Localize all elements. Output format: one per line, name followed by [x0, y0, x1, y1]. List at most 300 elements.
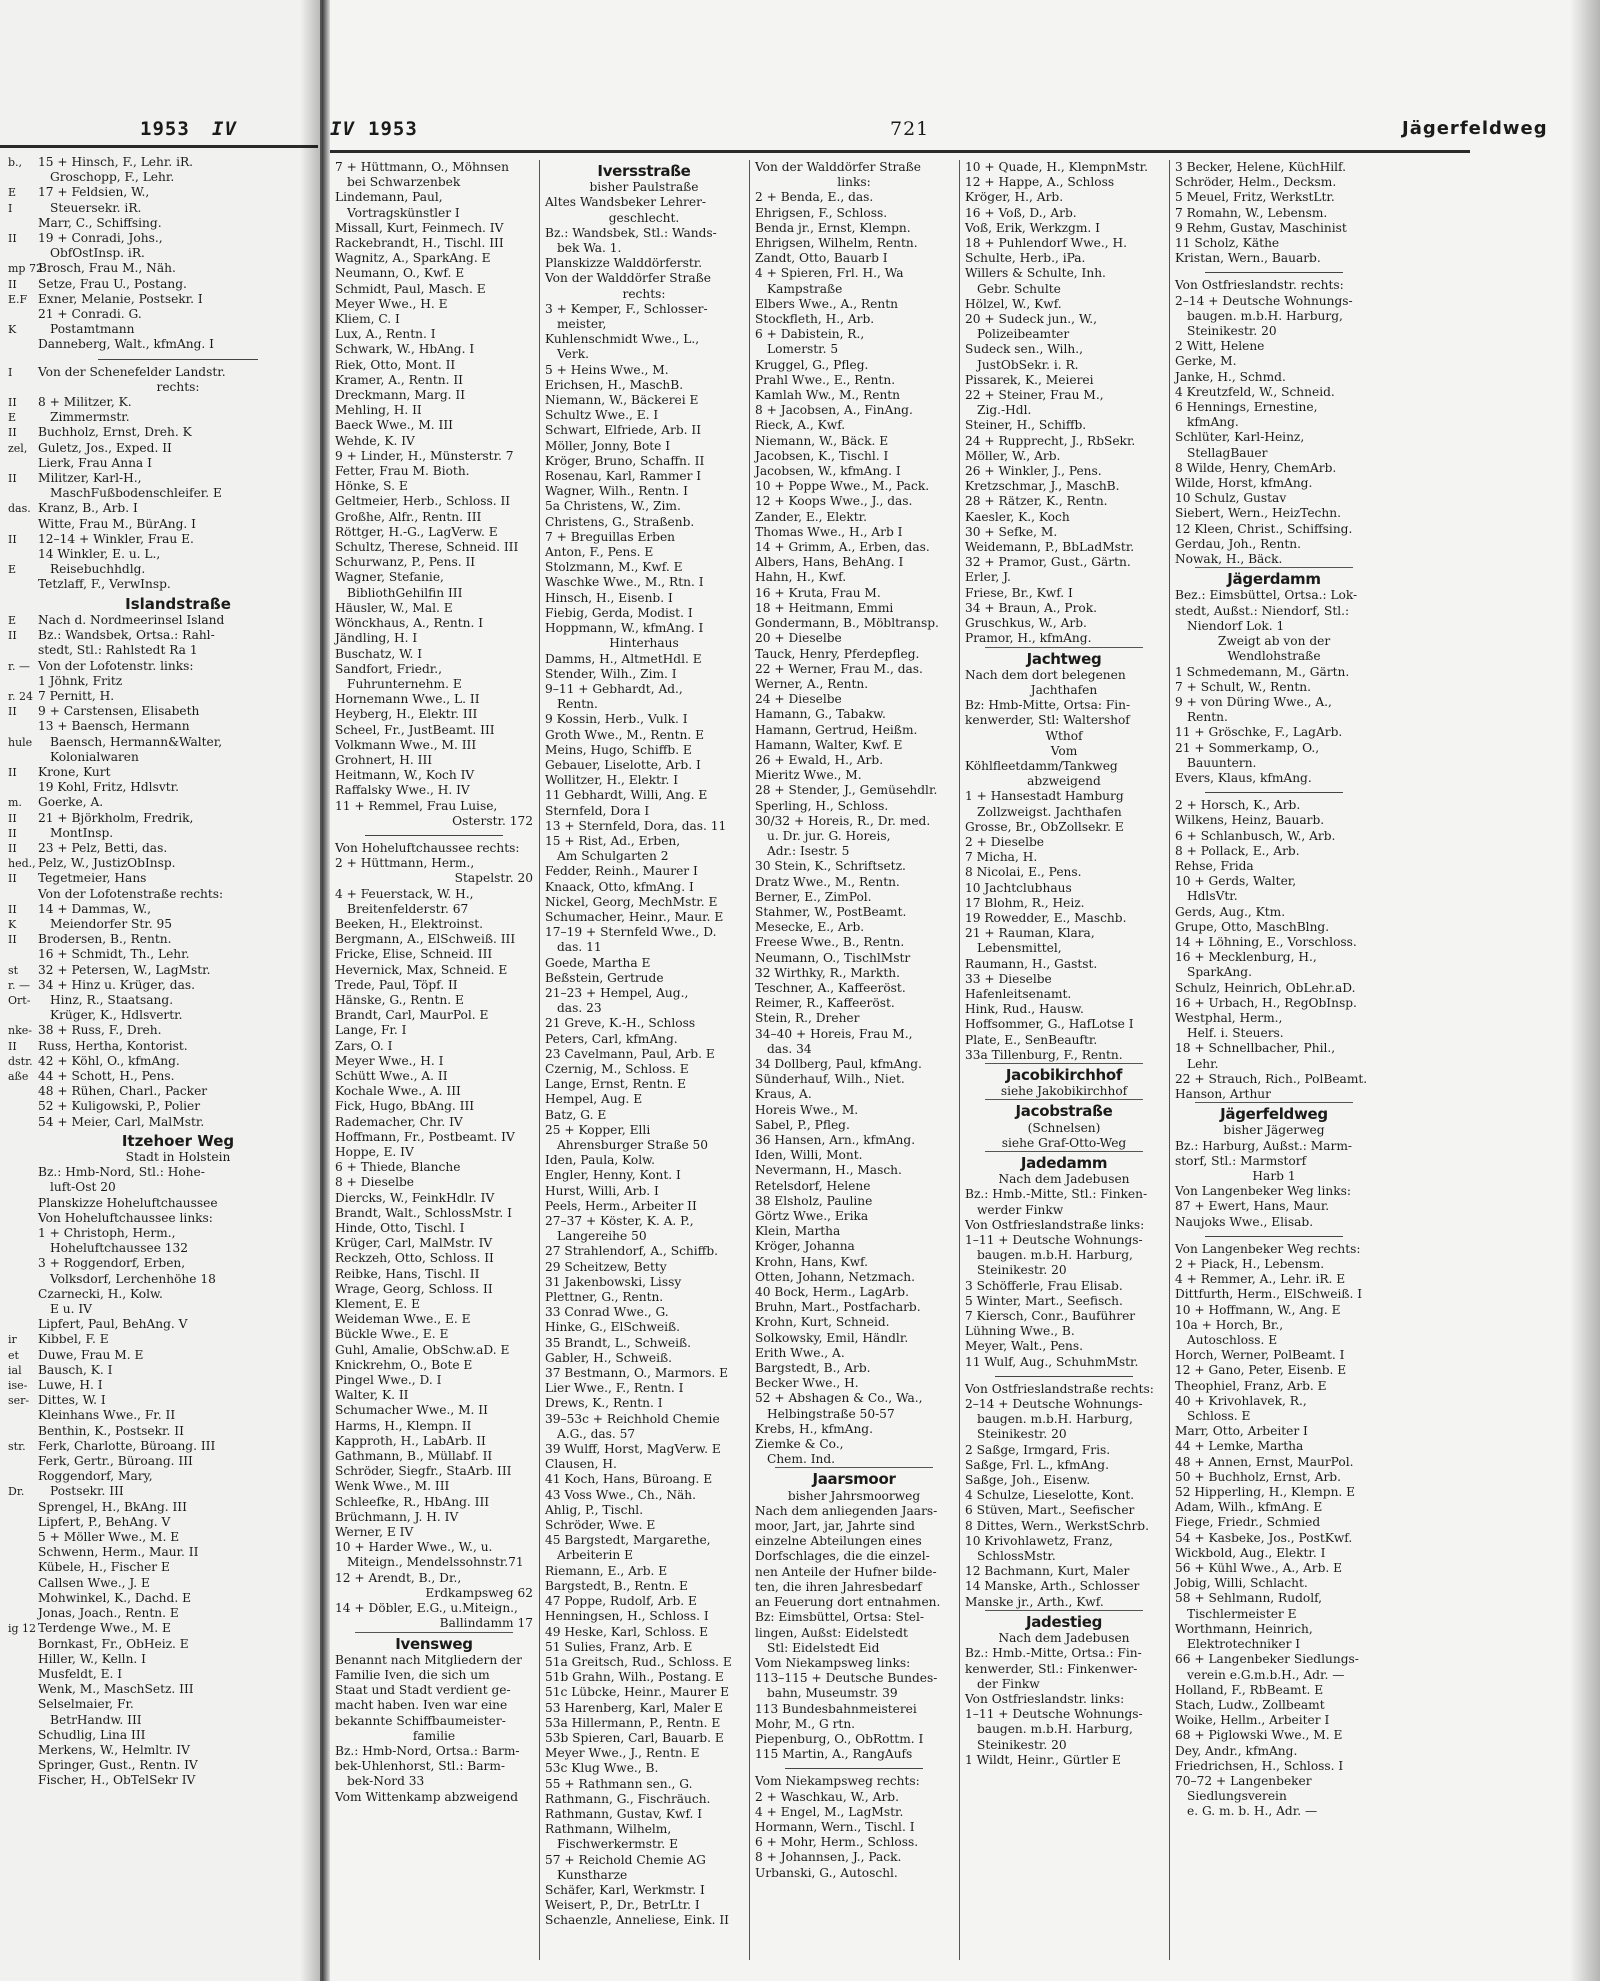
directory-entry: Elbers Wwe., A., Rentn [755, 296, 898, 311]
column-1 [335, 160, 533, 1805]
directory-entry: 10a + Horch, Br., [1175, 1317, 1284, 1332]
directory-entry [8, 577, 318, 592]
column-2 [545, 160, 743, 1929]
right-page [330, 0, 1600, 1981]
cropped-column-fragment: nke- [8, 1024, 32, 1038]
directory-entry: 40 Bock, Herm., LagArb. [755, 1285, 909, 1300]
directory-entry: Fiebig, Gerda, Modist. I [545, 605, 693, 620]
directory-entry: Vom Niekampsweg links: [755, 1655, 911, 1670]
cropped-column-fragment: b., [8, 156, 23, 169]
directory-entry: Friese, Br., Kwf. I [965, 585, 1073, 600]
cropped-column-fragment: r. 24 [8, 689, 34, 703]
directory-entry: Hänske, G., Rentn. E [335, 992, 464, 1007]
directory-entry: 35 Brandt, L., Schweiß. [545, 1335, 692, 1350]
directory-entry: Gathmann, B., Müllabf. II [335, 1449, 493, 1464]
directory-entry: Von Hoheluftchaussee rechts: [335, 840, 520, 855]
directory-entry: Harms, H., Klempn. II [335, 1418, 472, 1433]
directory-entry: Elektrotechniker I [1187, 1637, 1301, 1652]
directory-entry [8, 1743, 318, 1758]
street-heading: Ivensweg [395, 1634, 473, 1653]
directory-entry [8, 947, 318, 962]
directory-entry: Schloss. E [1187, 1409, 1251, 1424]
directory-entry: Fischwerkermstr. E [557, 1837, 679, 1852]
directory-entry: Möller, Jonny, Bote I [545, 438, 671, 453]
directory-entry: Scheel, Fr., JustBeamt. III [335, 722, 495, 737]
directory-entry: 51b Grahn, Wilh., Postang. E [545, 1670, 724, 1685]
directory-entry: Vom Niekampsweg rechts: [755, 1774, 920, 1789]
directory-entry: Prahl Wwe., E., Rentn. [755, 372, 896, 387]
directory-entry: Berner, E., ZimPol. [755, 889, 872, 904]
directory-entry [8, 1773, 318, 1788]
entry-text: 8 + Militzer, K. [38, 395, 132, 410]
directory-entry [8, 1439, 318, 1454]
column-separator [539, 160, 540, 1960]
directory-entry: Fick, Hugo, BbAng. III [335, 1099, 475, 1114]
cropped-column-fragment: I [8, 201, 13, 215]
directory-entry: Rentn. [1187, 710, 1228, 725]
directory-entry: Becker Wwe., H. [755, 1376, 859, 1391]
directory-entry [8, 887, 318, 902]
directory-entry [8, 1069, 318, 1084]
directory-entry [8, 613, 318, 628]
directory-entry: 7 Romahn, W., Lebensm. [1175, 205, 1328, 220]
directory-entry: Tauck, Henry, Pferdepfleg. [755, 646, 920, 661]
directory-entry: 16 + Kruta, Frau M. [755, 585, 881, 600]
directory-entry: Altes Wandsbeker Lehrer- [545, 195, 707, 210]
directory-entry [8, 1115, 318, 1130]
directory-entry: 24 + Dieselbe [755, 692, 842, 707]
entry-text: luft-Ost 20 [50, 1180, 116, 1195]
cropped-column-fragment: ser- [8, 1394, 30, 1408]
directory-entry: Weideman Wwe., E. E [335, 1312, 471, 1327]
directory-entry: Knickrehm, O., Bote E [335, 1357, 473, 1372]
directory-entry: 2 Witt, Helene [1175, 339, 1265, 354]
directory-entry [8, 486, 318, 501]
directory-entry [8, 155, 318, 170]
entry-text: Czarnecki, H., Kolw. [38, 1286, 163, 1301]
directory-entry: Holland, F., RbBeamt. E [1175, 1682, 1324, 1697]
directory-entry: 39–53c + Reichhold Chemie [545, 1411, 720, 1426]
directory-entry [8, 1378, 318, 1393]
directory-entry: Kamlah Ww., M., Rentn [755, 388, 901, 403]
directory-entry: Bauuntern. [1187, 755, 1257, 770]
directory-entry: Dey, Andr., kfmAng. [1175, 1743, 1298, 1758]
section-divider [98, 359, 258, 360]
entry-text: 19 + Conradi, Johs., [38, 231, 163, 246]
directory-entry: 53c Klug Wwe., B. [545, 1761, 659, 1776]
cropped-column-fragment: II [8, 1039, 17, 1053]
directory-entry: Mesecke, E., Arb. [755, 920, 865, 935]
directory-entry [8, 380, 318, 395]
directory-entry: Hinsch, H., Eisenb. I [545, 590, 673, 605]
directory-entry: 53a Hillermann, P., Rentn. E [545, 1715, 721, 1730]
directory-entry: 6 + Schlanbusch, W., Arb. [1175, 828, 1336, 843]
directory-entry [8, 1424, 318, 1439]
directory-entry: Peters, Carl, kfmAng. [545, 1031, 678, 1046]
directory-entry [8, 932, 318, 947]
directory-entry: 25 + Kopper, Elli [545, 1122, 651, 1137]
directory-entry: 2 Saßge, Irmgard, Fris. [965, 1442, 1111, 1457]
directory-entry: 7 Micha, H. [965, 850, 1038, 865]
directory-entry: Fedder, Reinh., Maurer I [545, 864, 698, 879]
street-heading: Jacobikirchhof [1005, 1065, 1123, 1084]
directory-entry [8, 1393, 318, 1408]
directory-entry: Krohn, Kurt, Schneid. [755, 1315, 890, 1330]
directory-entry: 8 Wilde, Henry, ChemArb. [1175, 460, 1337, 475]
directory-entry: 8 Dittes, Wern., WerkstSchrb. [965, 1518, 1149, 1533]
cropped-column-fragment: aße [8, 1069, 29, 1083]
cropped-column-fragment: II [8, 872, 17, 886]
directory-entry [8, 322, 318, 337]
directory-entry: Kretzschmar, J., MaschB. [965, 479, 1120, 494]
directory-entry: 68 + Piglowski Wwe., M. E [1175, 1728, 1343, 1743]
directory-entry: geschlecht. [608, 210, 680, 225]
directory-entry: familie [412, 1728, 456, 1743]
directory-entry: Jachthafen [1030, 682, 1098, 697]
entry-text: 12–14 + Winkler, Frau E. [38, 531, 194, 546]
directory-entry: Grohnert, H. III [335, 752, 433, 767]
directory-entry: Erler, J. [965, 570, 1011, 585]
directory-entry: 19 Rowedder, E., Maschb. [965, 910, 1127, 925]
directory-entry: bek-Uhlenhorst, Stl.: Barm- [335, 1759, 506, 1774]
directory-entry: 70–72 + Langenbeker [1175, 1773, 1312, 1788]
directory-entry: das. 11 [557, 940, 602, 955]
directory-entry: Gebauer, Liselotte, Arb. I [545, 757, 701, 772]
street-heading: Jägerfeldweg [1220, 1105, 1328, 1124]
entry-text: 44 + Schott, H., Pens. [38, 1068, 175, 1083]
entry-text: Bornkast, Fr., ObHeiz. E [38, 1636, 189, 1651]
directory-entry: Von Langenbeker Weg rechts: [1175, 1241, 1361, 1256]
directory-entry: Wilkens, Heinz, Bauarb. [1175, 813, 1325, 828]
directory-entry: 6 Stüven, Mart., Seefischer [965, 1503, 1135, 1518]
directory-entry: 1 Schmedemann, M., Gärtn. [1175, 664, 1350, 679]
directory-entry: Von der Walddörfer Straße [545, 271, 711, 286]
directory-entry: 57 + Reichold Chemie AG [545, 1852, 706, 1867]
directory-entry: Pingel Wwe., D. I [335, 1373, 442, 1388]
cropped-column-fragment: str. [8, 1439, 26, 1453]
directory-entry: Hoppe, E. IV [335, 1145, 414, 1159]
directory-entry: Schultz Wwe., E. I [545, 408, 659, 423]
directory-entry: 30 + Sefke, M. [965, 524, 1058, 539]
entry-text: 17 + Feldsien, W., [38, 185, 150, 200]
directory-entry: baugen. m.b.H. Harburg, [977, 1722, 1133, 1737]
directory-entry: 12 + Happe, A., Schloss [965, 175, 1115, 190]
directory-entry: Bz.: Hmb-Nord, Ortsa.: Barm- [335, 1743, 520, 1758]
entry-text: Tegetmeier, Hans [38, 871, 147, 886]
entry-text: 16 + Schmidt, Th., Lehr. [38, 947, 190, 962]
directory-entry: 87 + Ewert, Hans, Maur. [1175, 1199, 1330, 1214]
directory-entry: 6 + Thiede, Blanche [335, 1160, 461, 1175]
directory-entry: Schumacher Wwe., M. II [335, 1403, 488, 1418]
directory-entry: Kapproth, H., LabArb. II [335, 1433, 486, 1448]
directory-entry: Klement, E. E [335, 1297, 421, 1312]
directory-entry: Bergmann, A., ElSchweiß. III [335, 932, 516, 947]
cropped-column-fragment: II [8, 396, 17, 410]
entry-text: Kibbel, F. E [38, 1332, 109, 1347]
column-3 [755, 160, 953, 1881]
directory-entry [8, 1054, 318, 1069]
directory-entry: 21 Greve, K.-H., Schloss [545, 1016, 696, 1031]
entry-text: 34 + Hinz u. Krüger, das. [38, 977, 195, 992]
directory-entry: Meyer Wwe., H. E [335, 296, 448, 311]
directory-entry: Langereihe 50 [557, 1229, 647, 1244]
directory-entry: 11 Wulf, Aug., SchuhmMstr. [965, 1354, 1139, 1369]
entry-text: MontInsp. [50, 825, 114, 840]
directory-entry [8, 902, 318, 917]
directory-entry: Riemann, E., Arb. E [545, 1563, 668, 1578]
directory-entry: 11 + Gröschke, F., LagArb. [1175, 725, 1343, 740]
directory-entry: bisher Jahrsmoorweg [787, 1488, 921, 1503]
entry-text: Goerke, A. [38, 795, 104, 810]
directory-entry: bei Schwarzenbek [347, 175, 461, 190]
directory-entry: Meyer Wwe., J., Rentn. E [545, 1746, 700, 1761]
directory-entry: Grupe, Otto, MaschBlng. [1175, 919, 1330, 934]
directory-entry: Sperling, H., Schloss. [755, 798, 889, 813]
directory-entry: Kraus, A. [755, 1087, 812, 1102]
entry-text: Brodersen, B., Rentn. [38, 932, 172, 947]
directory-entry: Rackebrandt, H., Tischl. III [335, 236, 504, 251]
directory-entry: Schaenzle, Anneliese, Eink. II [545, 1913, 729, 1928]
column-separator [959, 160, 960, 1960]
directory-entry: Meins, Hugo, Schiffb. E [545, 742, 692, 757]
directory-entry [8, 780, 318, 795]
directory-entry: Anton, F., Pens. E [545, 545, 654, 560]
directory-entry: Schulte, Herb., iPa. [965, 251, 1086, 266]
directory-entry: Horeis Wwe., M. [755, 1102, 859, 1117]
entry-text: Terdenge Wwe., M. E [38, 1621, 171, 1636]
entry-text: Jonas, Joach., Rentn. E [38, 1606, 179, 1621]
directory-entry: bek-Nord 33 [347, 1774, 425, 1789]
cropped-column-fragment: m. [8, 796, 22, 810]
street-divider [985, 1610, 1143, 1611]
directory-entry: 27–37 + Köster, K. A. P., [545, 1214, 694, 1229]
directory-entry: 31 Jakenbowski, Lissy [545, 1274, 682, 1289]
directory-entry: 20 + Dieselbe [755, 631, 842, 646]
directory-entry: Dreckmann, Marg. II [335, 388, 466, 403]
entry-text: Roggendorf, Mary, [38, 1469, 153, 1484]
directory-entry: macht haben. Iven war eine [335, 1698, 508, 1713]
directory-entry: Janke, H., Schmd. [1175, 369, 1286, 384]
directory-entry: das. 34 [767, 1041, 812, 1056]
directory-entry: Retelsdorf, Helene [755, 1178, 871, 1193]
directory-entry: 5a Christens, W., Zim. [545, 499, 681, 514]
directory-entry: 8 Nicolai, E., Pens. [965, 865, 1082, 880]
directory-entry [8, 170, 318, 185]
directory-entry [8, 841, 318, 856]
directory-entry: Stolzmann, M., Kwf. E [545, 560, 683, 575]
directory-entry: Hölzel, W., Kwf. [965, 296, 1062, 311]
directory-entry: Saßge, Frl. L., kfmAng. [965, 1457, 1109, 1472]
directory-entry: Ziemke & Co., [755, 1437, 844, 1452]
directory-entry: lingen, Außst: Eidelstedt [755, 1625, 908, 1640]
directory-entry: 52 Hipperling, H., Klempn. E [1175, 1485, 1356, 1500]
cropped-column-fragment: II [8, 826, 17, 840]
directory-entry: 3 Becker, Helene, KüchHilf. [1175, 160, 1346, 174]
entry-text: Dittes, W. I [38, 1393, 106, 1408]
directory-entry: Autoschloss. E [1187, 1333, 1278, 1348]
directory-entry [8, 185, 318, 200]
directory-entry [8, 441, 318, 456]
directory-entry: 27 Strahlendorf, A., Schiffb. [545, 1244, 718, 1259]
directory-entry: Reckzeh, Otto, Schloss. II [335, 1251, 494, 1266]
entry-text: 38 + Russ, F., Dreh. [38, 1023, 162, 1038]
directory-entry: 21 + Sommerkamp, O., [1175, 740, 1320, 755]
directory-entry: Schleefke, R., HbAng. III [335, 1494, 490, 1509]
directory-entry: Rosenau, Karl, Rammer I [545, 469, 702, 484]
directory-entry: Missall, Kurt, Feinmech. IV [335, 220, 504, 235]
street-heading: Islandstraße [125, 594, 231, 613]
section-divider [1205, 1236, 1343, 1237]
directory-entry [8, 917, 318, 932]
directory-entry: 2 + Dieselbe [965, 834, 1044, 849]
directory-entry: 39 Wulff, Horst, MagVerw. E [545, 1442, 721, 1457]
directory-entry: Nevermann, H., Masch. [755, 1163, 902, 1178]
directory-entry: Lux, A., Rentn. I [335, 327, 436, 342]
directory-entry: Wagnitz, A., SparkAng. E [335, 251, 491, 266]
entry-text: Ferk, Charlotte, Büroang. III [38, 1438, 216, 1453]
entry-text: 32 + Petersen, W., LagMstr. [38, 962, 211, 977]
left-header-rule [0, 145, 318, 148]
directory-entry: Verk. [557, 347, 589, 362]
entry-text: Kleinhans Wwe., Fr. II [38, 1408, 176, 1423]
directory-entry: Christens, G., Straßenb. [545, 514, 695, 529]
directory-entry [8, 501, 318, 516]
directory-entry: Mohr, M., G rtn. [755, 1716, 856, 1731]
street-divider [985, 1063, 1143, 1064]
entry-text: Russ, Hertha, Kontorist. [38, 1038, 188, 1053]
directory-entry: 12 Bachmann, Kurt, Maler [965, 1564, 1130, 1579]
directory-entry: Bz.: Hmb.-Mitte, Ortsa.: Fin- [965, 1646, 1142, 1661]
book-gutter [322, 0, 330, 1981]
directory-entry: Ahlig, P., Tischl. [545, 1502, 644, 1517]
directory-entry: Lehr. [1187, 1056, 1219, 1071]
directory-entry: Bz.: Hmb.-Mitte, Stl.: Finken- [965, 1187, 1148, 1202]
directory-entry: 34–40 + Horeis, Frau M., [755, 1026, 913, 1041]
entry-text: Ferk, Gertr., Büroang. III [38, 1454, 193, 1469]
left-page-year: 1953 [140, 118, 190, 140]
street-heading: Itzehoer Weg [121, 1131, 235, 1150]
column-4 [965, 160, 1163, 1768]
directory-entry: Solkowsky, Emil, Händlr. [755, 1330, 909, 1345]
directory-entry: Wthof [1045, 728, 1083, 743]
directory-entry [8, 719, 318, 734]
directory-entry: Steinikestr. 20 [977, 1427, 1067, 1442]
directory-entry: Bez.: Eimsbüttel, Ortsa.: Lok- [1175, 588, 1358, 603]
directory-entry: Helbingstraße 50-57 [767, 1406, 895, 1421]
directory-entry: 2–14 + Deutsche Wohnungs- [965, 1397, 1143, 1412]
left-page-roman: IV [212, 118, 237, 140]
directory-entry: Schröder, Siegfr., StaArb. III [335, 1464, 512, 1479]
directory-entry: Krüger, Carl, MalMstr. IV [335, 1236, 493, 1251]
directory-entry: 51a Greitsch, Rud., Schloss. E [545, 1654, 732, 1669]
directory-entry: nen Anteile der Hufner bilde- [755, 1564, 937, 1579]
directory-entry [8, 1272, 318, 1287]
directory-entry: Stein, R., Dreher [755, 1011, 860, 1026]
directory-entry: Schütt Wwe., A. II [335, 1068, 448, 1083]
directory-entry [8, 750, 318, 765]
directory-entry: Neumann, O., Kwf. E [335, 266, 465, 281]
directory-entry [8, 1682, 318, 1697]
street-heading: Jachtweg [1026, 649, 1102, 668]
cropped-column-fragment: II [8, 277, 17, 291]
cropped-column-fragment: II [8, 472, 17, 486]
directory-entry: der Finkw [977, 1676, 1040, 1691]
directory-entry: 11 + Remmel, Frau Luise, [335, 798, 498, 813]
directory-entry: 38 Elsholz, Pauline [755, 1193, 873, 1208]
directory-entry: Siedlungsverein [1187, 1789, 1287, 1804]
directory-entry: Stockfleth, H., Arb. [755, 312, 875, 327]
directory-entry: Jändling, H. I [335, 631, 418, 646]
entry-text: Von der Lofotenstr. links: [38, 658, 194, 673]
street-heading: Jacobstraße [1015, 1102, 1113, 1121]
directory-entry: 2 + Hüttmann, Herm., [335, 856, 475, 871]
directory-entry: Familie Iven, die sich um [335, 1667, 490, 1682]
cropped-column-fragment: hed., [8, 857, 36, 871]
directory-entry: Werner, A., Rentn. [755, 676, 869, 691]
directory-entry [8, 628, 318, 643]
directory-entry [8, 216, 318, 231]
entry-text: Selselmaier, Fr. [38, 1697, 134, 1712]
directory-entry: 10 Krivohlawetz, Franz, [965, 1533, 1113, 1548]
directory-entry: Pissarek, K., Meierei [965, 372, 1094, 387]
directory-entry: Bückle Wwe., E. E [335, 1327, 449, 1342]
directory-entry: Köhlfleetdamm/Tankweg [965, 758, 1118, 773]
cropped-column-fragment: II [8, 232, 17, 246]
directory-entry: StellagBauer [1187, 445, 1268, 460]
directory-entry [8, 1084, 318, 1099]
cropped-column-fragment: II [8, 426, 17, 440]
directory-entry [8, 1099, 318, 1114]
entry-text: Zimmermstr. [50, 410, 130, 425]
directory-entry: Dorfschlages, die die einzel- [755, 1549, 930, 1564]
directory-entry: Piepenburg, O., ObRottm. I [755, 1731, 924, 1746]
directory-entry: Reibke, Hans, Tischl. II [335, 1266, 480, 1281]
directory-entry: Iden, Willi, Mont. [755, 1148, 863, 1163]
directory-entry: Rademacher, Chr. IV [335, 1114, 463, 1129]
directory-entry [8, 246, 318, 261]
directory-entry: Bz.: Wandsbek, Stl.: Wands- [545, 225, 717, 240]
entry-text: Planskizze Hoheluftchaussee [38, 1195, 218, 1210]
directory-entry: 34 Dollberg, Paul, kfmAng. [755, 1056, 922, 1071]
cropped-column-fragment: II [8, 902, 17, 916]
directory-entry: Stender, Wilh., Zim. I [545, 666, 677, 681]
entry-text: Groschopp, F., Lehr. [50, 170, 175, 185]
directory-entry: Kristan, Wern., Bauarb. [1175, 251, 1321, 266]
directory-entry: Hamann, Gertrud, Heißm. [755, 722, 918, 737]
entry-text: Schudlig, Lina III [38, 1727, 146, 1742]
directory-entry: Kuhlenschmidt Wwe., L., [545, 332, 700, 347]
directory-entry: Riek, Otto, Mont. II [335, 357, 456, 372]
directory-entry: 1–11 + Deutsche Wohnungs- [965, 1233, 1143, 1248]
cropped-column-fragment: E.F [8, 292, 28, 306]
entry-text: Mohwinkel, K., Dachd. E [38, 1590, 191, 1605]
directory-entry: 4 + Spieren, Frl. H., Wa [755, 266, 904, 281]
directory-entry: Von Langenbeker Weg links: [1175, 1184, 1351, 1199]
cropped-column-fragment: das. [8, 502, 31, 516]
entry-text: 19 Kohl, Fritz, Hdlsvtr. [38, 780, 179, 795]
directory-entry: Goede, Martha E [545, 955, 651, 970]
directory-entry: Hormann, Wern., Tischl. I [755, 1819, 915, 1834]
directory-entry: 54 + Kasbeke, Jos., PostKwf. [1175, 1530, 1353, 1545]
directory-entry: Hoffsommer, G., HafLotse I [965, 1017, 1134, 1032]
directory-entry: 14 Manske, Arth., Schlosser [965, 1579, 1140, 1594]
directory-entry [8, 1637, 318, 1652]
directory-entry: 7 + Breguillas Erben [545, 529, 676, 544]
directory-entry: Trede, Paul, Töpf. II [335, 977, 458, 992]
directory-entry [8, 993, 318, 1008]
directory-entry: 2 + Horsch, K., Arb. [1175, 798, 1301, 813]
directory-entry: 7 + Schult, W., Rentn. [1175, 679, 1312, 694]
